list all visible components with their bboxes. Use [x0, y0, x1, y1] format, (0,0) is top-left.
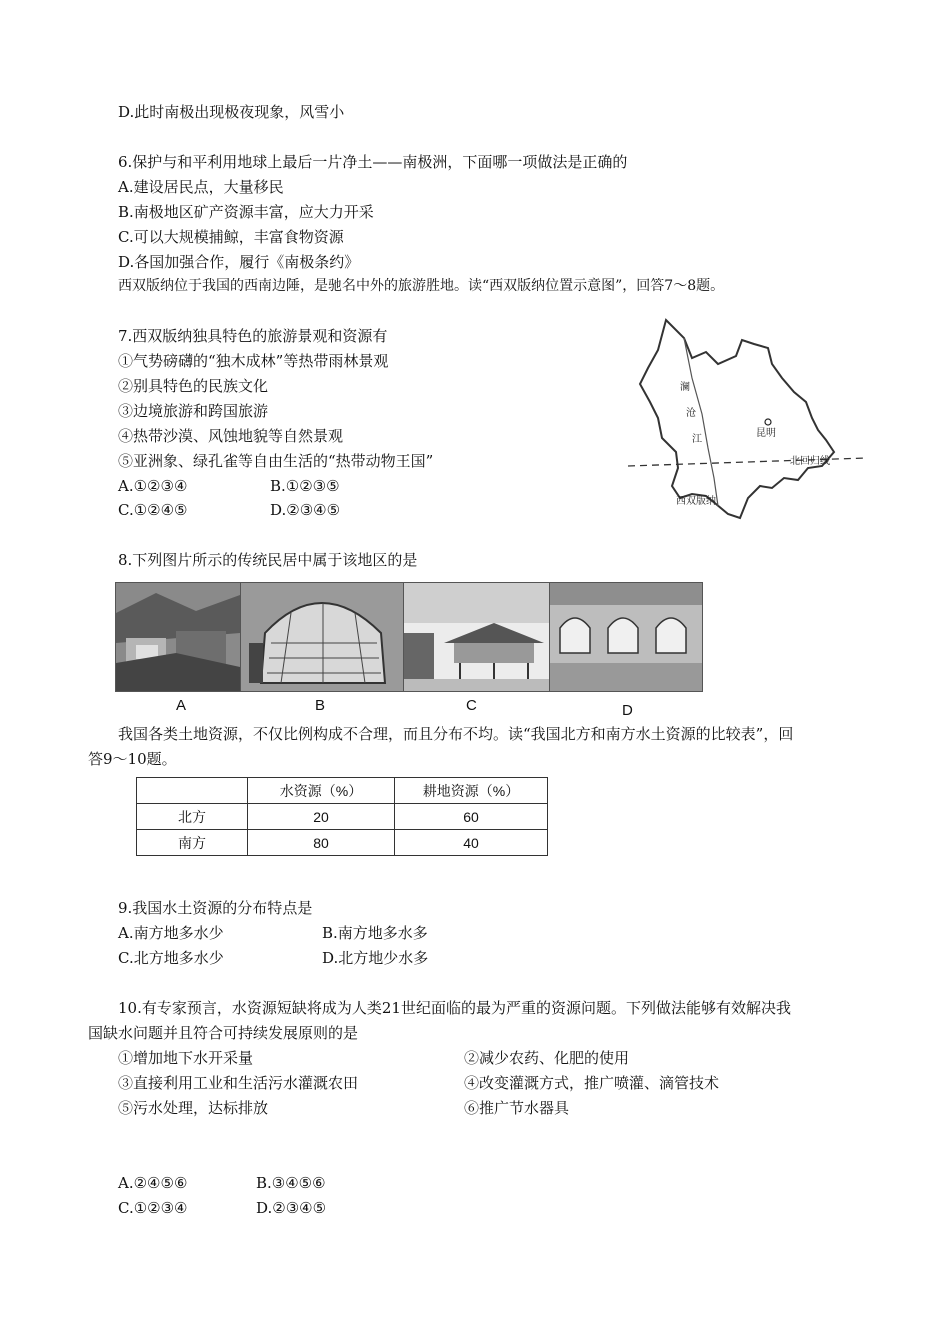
water-land-table — [136, 777, 548, 856]
table-row — [137, 804, 548, 830]
tropic-line — [628, 458, 866, 466]
q7-option-b: B.①②③⑤ — [270, 477, 340, 495]
q6-stem: 6.保护与和平利用地球上最后一片净土——南极洲，下面哪一项做法是正确的 — [118, 153, 628, 171]
q8-stem: 8.下列图片所示的传统民居中属于该地区的是 — [118, 551, 418, 569]
q7-option-a: A.①②③④ — [118, 477, 188, 495]
q9-option-d: D.北方地少水多 — [322, 949, 429, 967]
photo-b — [240, 582, 404, 692]
table-cell: 20 — [248, 804, 395, 830]
q10-stem-line2: 国缺水问题并且符合可持续发展原则的是 — [88, 1024, 359, 1042]
q7-item-1: ①气势磅礴的“独木成林”等热带雨林景观 — [118, 352, 389, 370]
table-cell: 60 — [395, 804, 548, 830]
table-header-row — [137, 778, 548, 804]
photo-label-b: B — [315, 697, 326, 714]
kunming-marker — [765, 419, 771, 425]
photo-c — [403, 582, 550, 692]
xishuangbanna-location-map — [622, 318, 868, 523]
river-label-2: 沧 — [686, 408, 696, 419]
photo-label-a: A — [176, 697, 187, 714]
table-header-cell — [137, 778, 248, 804]
q10-item-2: ②减少农药、化肥的使用 — [464, 1049, 630, 1067]
photo-d — [549, 582, 703, 692]
q10-option-c: C.①②③④ — [118, 1199, 188, 1217]
photo-label-d: D — [622, 702, 633, 719]
q10-item-6: ⑥推广节水器具 — [464, 1099, 570, 1117]
q10-item-5: ⑤污水处理，达标排放 — [118, 1099, 269, 1117]
table-cell: 南方 — [137, 830, 248, 856]
q6-option-d: D.各国加强合作，履行《南极条约》 — [118, 253, 360, 271]
province-outline — [640, 320, 834, 518]
table-row — [137, 830, 548, 856]
river-line — [684, 338, 718, 506]
q9-option-a: A.南方地多水少 — [118, 924, 224, 942]
intro-7-8: 西双版纳位于我国的西南边陲，是驰名中外的旅游胜地。读“西双版纳位置示意图”，回答7～8题。 — [118, 278, 725, 294]
q6-option-a: A.建设居民点，大量移民 — [118, 178, 284, 196]
q7-item-2: ②别具特色的民族文化 — [118, 377, 269, 395]
intro-9-10-line1: 我国各类土地资源，不仅比例构成不合理，而且分布不均。读“我国北方和南方水土资源的比较表”，回 — [118, 725, 794, 743]
table-header-cell: 耕地资源（%） — [395, 778, 548, 804]
q10-stem-line1: 10.有专家预言，水资源短缺将成为人类21世纪面临的最为严重的资源问题。下列做法能够有效解决我 — [118, 999, 791, 1017]
city-label: 昆明 — [756, 428, 776, 439]
tropic-label: 北回归线 — [790, 456, 830, 467]
q7-stem: 7.西双版纳独具特色的旅游景观和资源有 — [118, 327, 388, 345]
q10-option-b: B.③④⑤⑥ — [256, 1174, 326, 1192]
photo-label-c: C — [466, 697, 477, 714]
table-cell: 80 — [248, 830, 395, 856]
q6-option-c: C.可以大规模捕鲸，丰富食物资源 — [118, 228, 344, 246]
table-header-cell: 水资源（%） — [248, 778, 395, 804]
q6-option-b: B.南极地区矿产资源丰富，应大力开采 — [118, 203, 374, 221]
table-cell: 北方 — [137, 804, 248, 830]
intro-9-10-line2: 答9～10题。 — [88, 750, 177, 768]
q5-option-d: D.此时南极出现极夜现象，风雪小 — [118, 103, 345, 121]
q7-option-d: D.②③④⑤ — [270, 501, 341, 519]
q7-item-5: ⑤亚洲象、绿孔雀等自由生活的“热带动物王国” — [118, 452, 434, 470]
region-label: 西双版纳 — [676, 496, 716, 507]
q10-option-d: D.②③④⑤ — [256, 1199, 327, 1217]
q10-option-a: A.②④⑤⑥ — [118, 1174, 188, 1192]
photo-a — [115, 582, 241, 692]
q10-item-4: ④改变灌溉方式，推广喷灌、滴管技术 — [464, 1074, 720, 1092]
q10-item-1: ①增加地下水开采量 — [118, 1049, 254, 1067]
river-label-3: 江 — [692, 434, 702, 445]
q9-option-b: B.南方地多水多 — [322, 924, 428, 942]
q9-option-c: C.北方地多水少 — [118, 949, 224, 967]
river-label-1: 澜 — [680, 382, 690, 393]
table-cell: 40 — [395, 830, 548, 856]
q7-item-4: ④热带沙漠、风蚀地貌等自然景观 — [118, 427, 344, 445]
q9-stem: 9.我国水土资源的分布特点是 — [118, 899, 313, 917]
q7-item-3: ③边境旅游和跨国旅游 — [118, 402, 269, 420]
q7-option-c: C.①②④⑤ — [118, 501, 188, 519]
q10-item-3: ③直接利用工业和生活污水灌溉农田 — [118, 1074, 359, 1092]
